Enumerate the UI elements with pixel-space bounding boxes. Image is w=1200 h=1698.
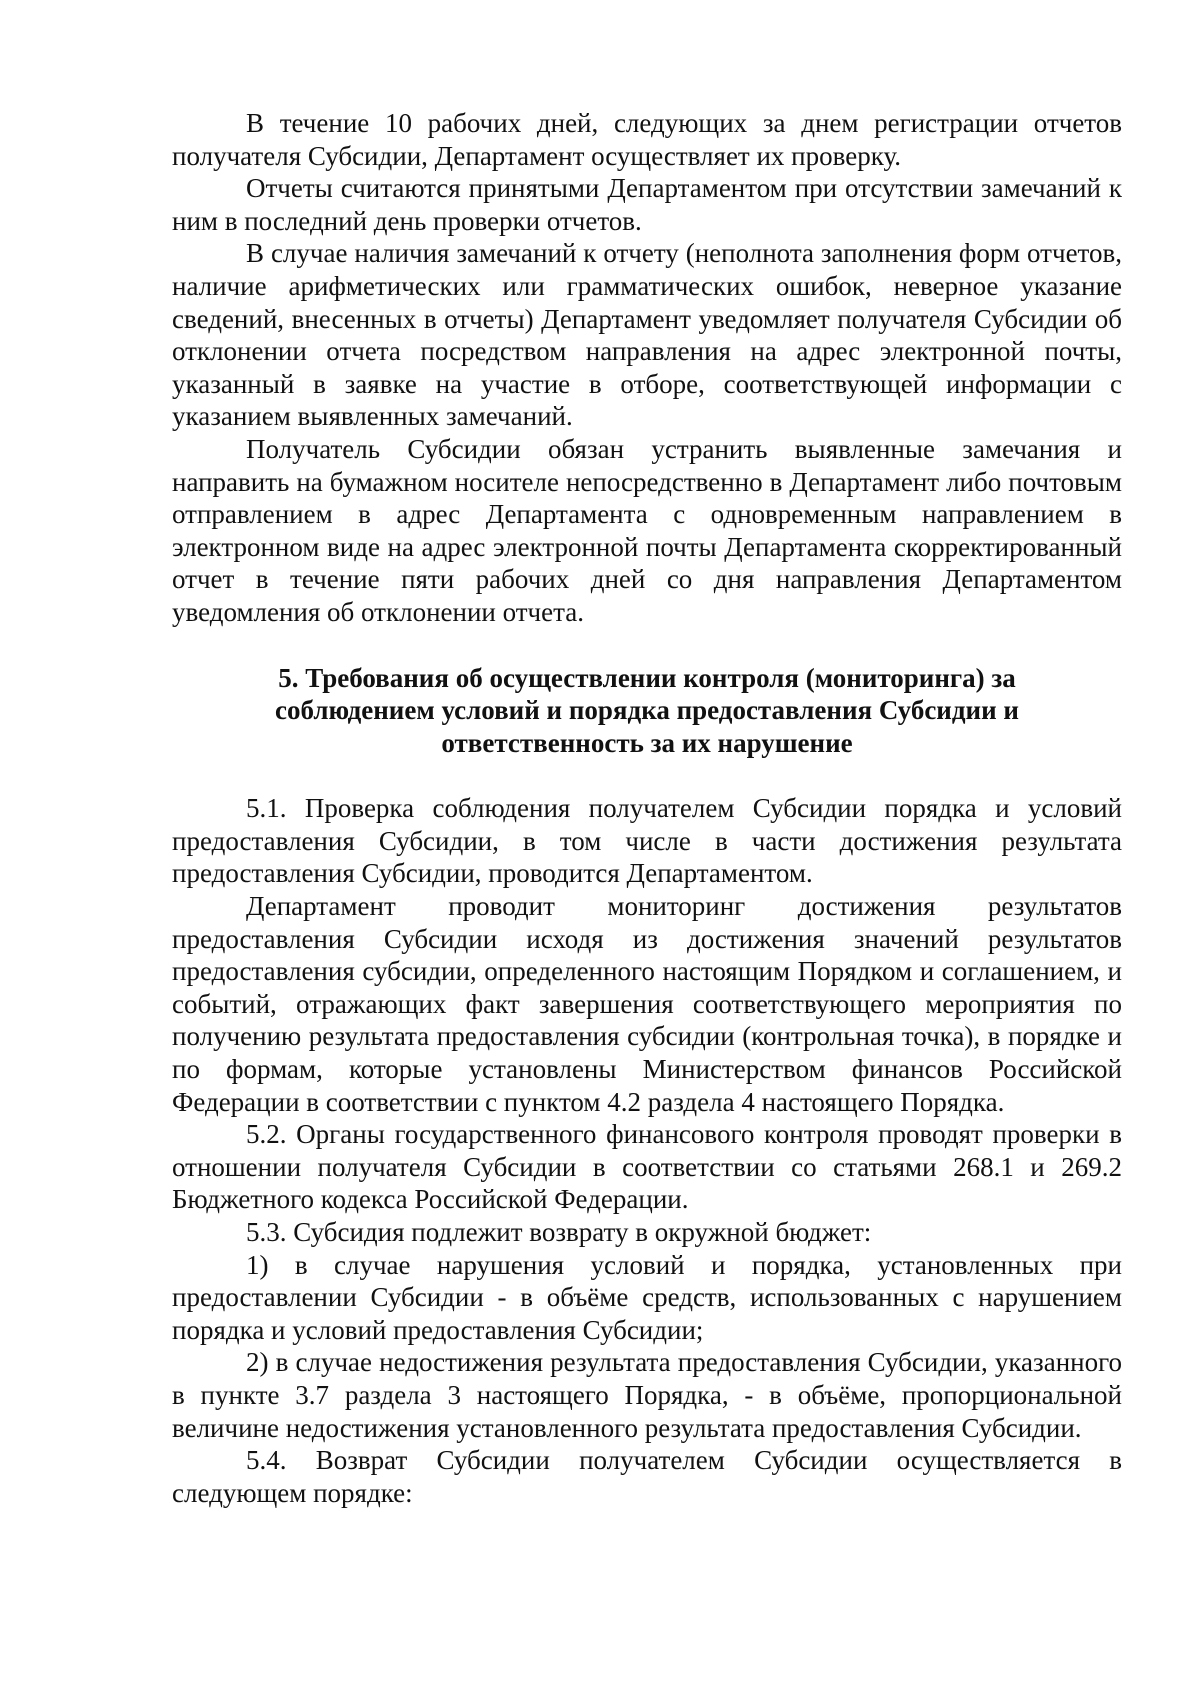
section-5-heading xyxy=(172,662,1122,760)
paragraph-5-3: 5.3. Субсидия подлежит возврату в окружной бюджет: xyxy=(246,1217,872,1247)
paragraph-report-acceptance: Отчеты считаются принятыми Департаментом при отсутствии замечаний к ним в последний день проверки отчетов. xyxy=(172,173,1122,236)
paragraph-5-1: 5.1. Проверка соблюдения получателем Субсидии порядка и условий предоставления Субсидии, в том числе в части достижения результата предоставления Субсидии, проводится Департаментом. xyxy=(172,793,1122,889)
section-heading-line: 5. Требования об осуществлении контроля (мониторинга) за xyxy=(278,662,1016,693)
paragraph-report-review: В течение 10 рабочих дней, следующих за днем регистрации отчетов получателя Субсидии, Департамент осуществляет их проверку. xyxy=(172,108,1122,171)
paragraph-report-correction: Получатель Субсидии обязан устранить выявленные замечания и направить на бумажном носителе непосредственно в Департамент либо почтовым отправлением в адрес Департамента с одновременным направлением в электронном виде на адрес электронной почты Департамента скорректированный отчет в течение пяти рабочих дней со дня направления Департаментом уведомления об отклонении отчета. xyxy=(172,433,1122,627)
paragraph-report-remarks: В случае наличия замечаний к отчету (неполнота заполнения форм отчетов, наличие арифметических или грамматических ошибок, неверное указание сведений, внесенных в отчеты) Департамент уведомляет получателя Субсидии об отклонении отчета посредством направления на адрес электронной почты, указанный в заявке на участие в отборе, соответствующей информации с указанием выявленных замечаний. xyxy=(172,238,1122,432)
paragraph-5-3-item-2: 2) в случае недостижения результата предоставления Субсидии, указанного в пункте 3.7 раздела 3 настоящего Порядка, - в объёме, пропорциональной величине недостижения установленного результата предоставления Субсидии. xyxy=(172,1347,1122,1443)
paragraph-5-3-item-1: 1) в случае нарушения условий и порядка, установленных при предоставлении Субсидии - в объёме средств, использованных с нарушением порядка и условий предоставления Субсидии; xyxy=(172,1249,1122,1345)
paragraph-5-4: 5.4. Возврат Субсидии получателем Субсидии осуществляется в следующем порядке: xyxy=(172,1445,1122,1508)
document-page xyxy=(172,107,1122,1509)
paragraph-5-2: 5.2. Органы государственного финансового контроля проводят проверки в отношении получателя Субсидии в соответствии со статьями 268.1 и 269.2 Бюджетного кодекса Российской Федерации. xyxy=(172,1119,1122,1215)
section-heading-line: соблюдением условий и порядка предоставления Субсидии и xyxy=(275,695,1019,726)
spacer xyxy=(172,629,1122,662)
spacer xyxy=(172,759,1122,792)
paragraph-monitoring: Департамент проводит мониторинг достижения результатов предоставления Субсидии исходя из достижения значений результатов предоставления субсидии, определенного настоящим Порядком и соглашением, и событий, отражающих факт завершения соответствующего мероприятия по получению результата предоставления субсидии (контрольная точка), в порядке и по формам, которые установлены Министерством финансов Российской Федерации в соответствии с пунктом 4.2 раздела 4 настоящего Порядка. xyxy=(172,891,1122,1117)
section-heading-line: ответственность за их нарушение xyxy=(441,727,853,758)
